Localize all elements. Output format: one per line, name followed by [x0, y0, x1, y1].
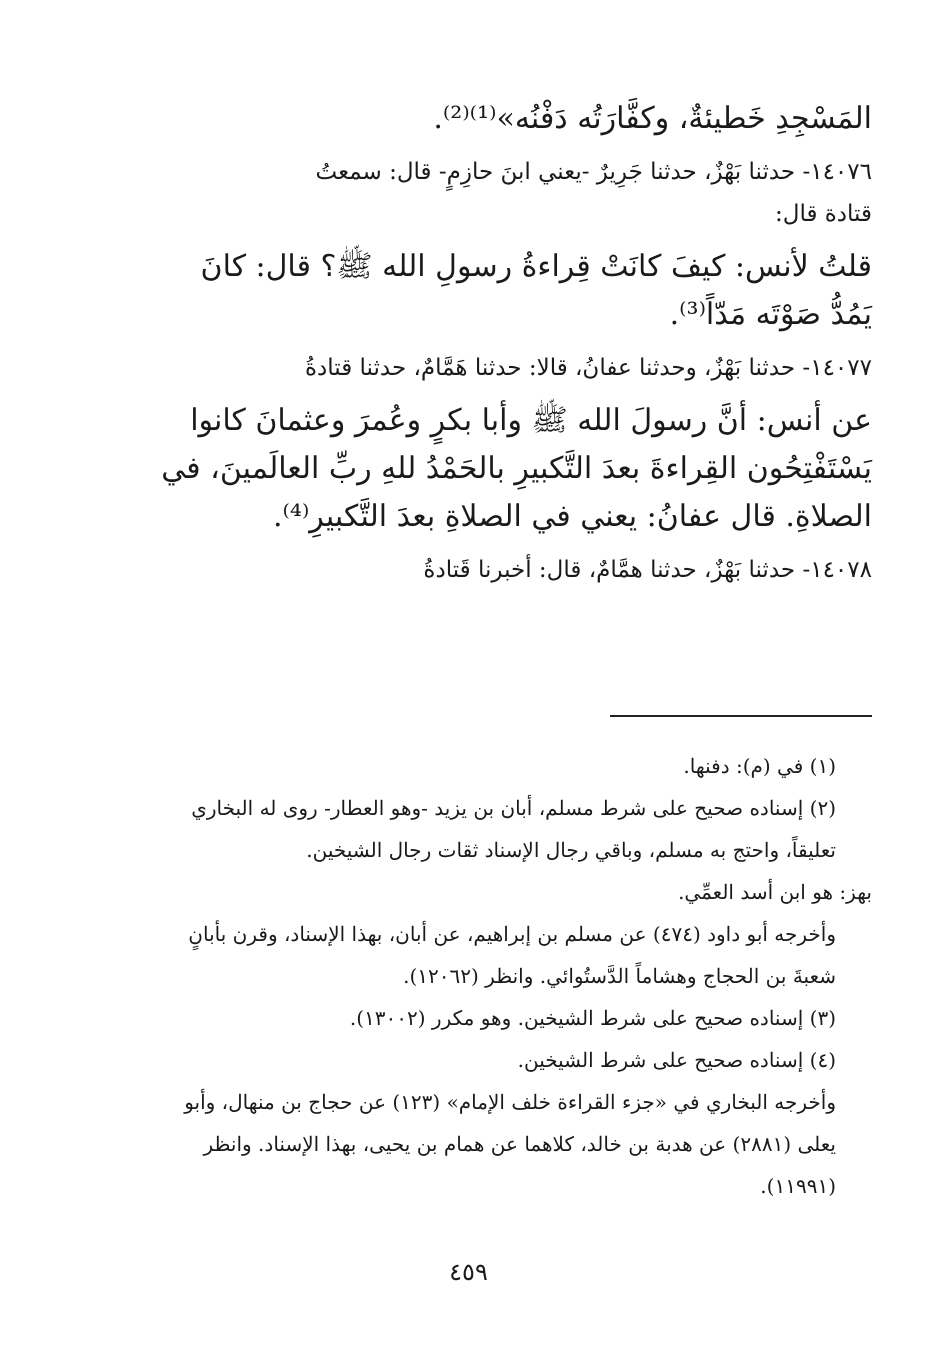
- hadith-14077-matn: عن أنس: أنَّ رسولَ الله ﷺ وأبا بكرٍ وعُمرَ وعثمانَ كانوا يَسْتَفْتِحُون القِراءةَ بعدَ التَّكبيرِ بالحَمْدُ للهِ ربِّ العالَمينَ، في الصلاةِ. قال عفانُ: يعني في الصلاةِ بعدَ التَّكبيرِ⁽⁴⁾.: [161, 403, 872, 534]
- footnote-2-note: بهز: هو ابن أسد العمِّي.: [678, 880, 872, 904]
- footnote-2-takhrij: وأخرجه أبو داود (٤٧٤) عن مسلم بن إبراهيم، عن أبان، بهذا الإسناد، وقرن بأبانٍ شعبةَ بن الحجاج وهشاماً الدَّستُوائي. وانظر (١٢٠٦٢).: [188, 922, 836, 988]
- footnote-2: (٢) إسناده صحيح على شرط مسلم، أبان بن يزيد -وهو العطار- روى له البخاري تعليقاً، واحتج به مسلم، وباقي رجال الإسناد ثقات رجال الشيخين.: [191, 796, 836, 862]
- footnote-1: (١) في (م): دفنها.: [683, 754, 836, 778]
- footnote-3: (٣) إسناده صحيح على شرط الشيخين. وهو مكرر (١٣٠٠٢).: [349, 1006, 836, 1030]
- page-content: [160, 95, 872, 1335]
- hadith-14076-isnad-line2: قتادة قال:: [774, 201, 872, 227]
- footnote-4: (٤) إسناده صحيح على شرط الشيخين.: [517, 1048, 836, 1072]
- footnote-4-takhrij: وأخرجه البخاري في «جزء القراءة خلف الإمام» (١٢٣) عن حجاج بن منهال، وأبو يعلى (٢٨٨١) عن هدبة بن خالد، كلاهما عن همام بن يحيى، بهذا الإسناد. وانظر (١١٩٩١).: [184, 1090, 836, 1198]
- hadith-14076-isnad-line1: ١٤٠٧٦- حدثنا بَهْزٌ، حدثنا جَرِيرٌ -يعني ابنَ حازِمٍ- قال: سمعتُ: [315, 159, 872, 185]
- hadith-14077-isnad: ١٤٠٧٧- حدثنا بَهْزٌ، وحدثنا عفانُ، قالا: حدثنا هَمَّامٌ، حدثنا قتادةُ: [304, 355, 872, 381]
- main-text: [160, 95, 872, 591]
- hadith-14076-matn: قلتُ لأنس: كيفَ كانَتْ قِراءةُ رسولِ الله ﷺ؟ قال: كانَ يَمُدُّ صَوْتَه مَدّاً⁽³⁾.: [200, 249, 872, 332]
- page-number: ٤٥٩: [449, 1258, 488, 1286]
- footnotes: [160, 745, 872, 1207]
- text-continuation: المَسْجِدِ خَطيئةٌ، وكفَّارَتُه دَفْنُه»⁽¹⁾⁽²⁾.: [433, 101, 872, 136]
- footnote-separator: [610, 715, 872, 717]
- hadith-14078-isnad: ١٤٠٧٨- حدثنا بَهْزٌ، حدثنا همَّامٌ، قال: أخبرنا قَتادةُ: [423, 557, 872, 583]
